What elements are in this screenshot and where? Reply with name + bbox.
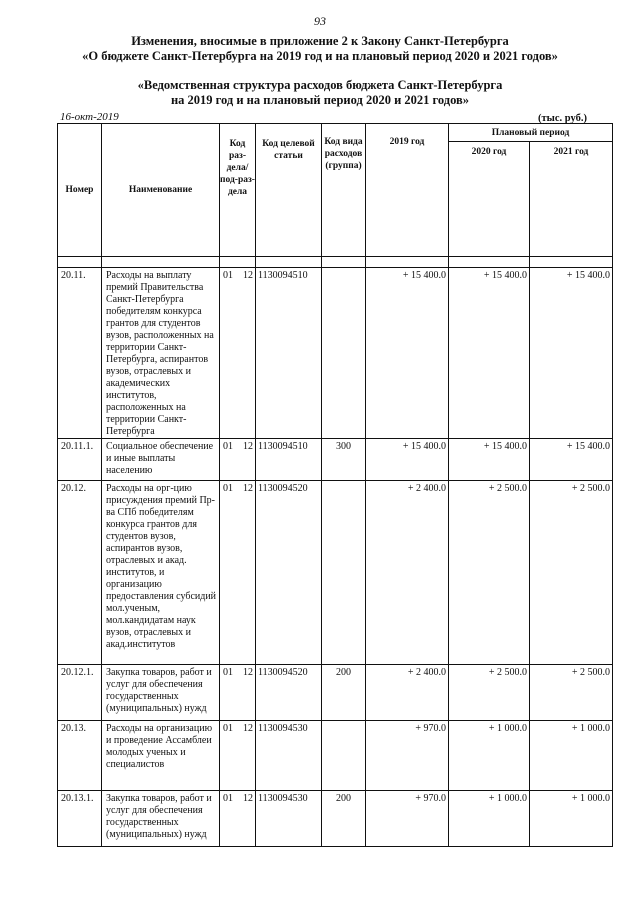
table-row: [58, 268, 613, 439]
row-expense-type: [322, 721, 366, 791]
table-row: [58, 481, 613, 665]
budget-table: [57, 123, 613, 847]
row-2019: + 970.0: [366, 791, 449, 847]
row-2019: + 15 400.0: [366, 268, 449, 439]
page-number: 93: [314, 14, 326, 28]
row-subsection: 12: [236, 791, 256, 847]
row-target: 1130094530: [256, 721, 322, 791]
row-number: 20.13.: [58, 721, 102, 791]
header-expense-type: Код вида расходов (группа): [322, 124, 366, 257]
row-subsection: 12: [236, 439, 256, 481]
header-target: Код целевой статьи: [256, 124, 322, 257]
row-2020: + 2 500.0: [449, 665, 530, 721]
row-expense-type: 200: [322, 791, 366, 847]
row-section: 01: [220, 791, 236, 847]
document-title-line-2: «О бюджете Санкт-Петербурга на 2019 год и на плановый период 2020 и 2021 годов»: [82, 49, 558, 63]
row-number: 20.12.1.: [58, 665, 102, 721]
table-row: [58, 665, 613, 721]
table-row: [58, 791, 613, 847]
row-name: Расходы на организацию и проведение Ассамблеи молодых ученых и специалистов: [102, 721, 220, 791]
row-subsection: 12: [236, 481, 256, 665]
document-date: 16-окт-2019: [60, 111, 119, 123]
header-number: Номер: [58, 124, 102, 257]
document-title-line-1: Изменения, вносимые в приложение 2 к Закону Санкт-Петербурга: [131, 34, 509, 48]
row-2020: + 2 500.0: [449, 481, 530, 665]
row-name: Закупка товаров, работ и услуг для обеспечения государственных (муниципальных) нужд: [102, 791, 220, 847]
row-2021: + 1 000.0: [530, 791, 613, 847]
row-expense-type: 300: [322, 439, 366, 481]
row-2021: + 2 500.0: [530, 481, 613, 665]
row-subsection: 12: [236, 268, 256, 439]
row-subsection: 12: [236, 665, 256, 721]
header-2021: 2021 год: [530, 142, 613, 257]
header-section: Код раз-дела/ под-раз-дела: [220, 124, 256, 257]
header-2019: 2019 год: [366, 124, 449, 257]
row-target: 1130094510: [256, 268, 322, 439]
row-target: 1130094520: [256, 665, 322, 721]
row-2021: + 1 000.0: [530, 721, 613, 791]
row-2020: + 15 400.0: [449, 268, 530, 439]
document-subtitle-line-2: на 2019 год и на плановый период 2020 и 2021 годов»: [170, 93, 470, 107]
row-2019: + 15 400.0: [366, 439, 449, 481]
table-row: [58, 439, 613, 481]
row-name: Расходы на орг-цию присуждения премий Пр-ва СПб победителям конкурса грантов для студентов вузов, аспирантов вузов, отраслевых и акад. институтов, и организацию предоставления субсидий мол.ученым, мол.кандидатам наук вузов, отраслевых и акад.институтов: [102, 481, 220, 665]
row-2021: + 15 400.0: [530, 268, 613, 439]
row-subsection: 12: [236, 721, 256, 791]
row-2019: + 970.0: [366, 721, 449, 791]
document-subtitle-line-1: «Ведомственная структура расходов бюджета Санкт-Петербурга: [137, 78, 503, 92]
row-name: Закупка товаров, работ и услуг для обеспечения государственных (муниципальных) нужд: [102, 665, 220, 721]
row-expense-type: [322, 268, 366, 439]
row-2020: + 1 000.0: [449, 791, 530, 847]
row-2020: + 15 400.0: [449, 439, 530, 481]
row-number: 20.11.: [58, 268, 102, 439]
row-number: 20.12.: [58, 481, 102, 665]
row-2021: + 15 400.0: [530, 439, 613, 481]
row-expense-type: 200: [322, 665, 366, 721]
units-label: (тыс. руб.): [538, 113, 587, 124]
spacer-row: [58, 257, 613, 268]
row-target: 1130094520: [256, 481, 322, 665]
row-name: Расходы на выплату премий Правительства Санкт-Петербурга победителям конкурса грантов для студентов вузов, расположенных на территории Санкт-Петербурга, аспирантов вузов, отраслевых и академических институтов, расположенных на территории Санкт-Петербурга: [102, 268, 220, 439]
header-planned-period: Плановый период: [449, 124, 613, 142]
row-2019: + 2 400.0: [366, 665, 449, 721]
row-section: 01: [220, 665, 236, 721]
row-number: 20.13.1.: [58, 791, 102, 847]
header-2020: 2020 год: [449, 142, 530, 257]
row-2019: + 2 400.0: [366, 481, 449, 665]
row-2020: + 1 000.0: [449, 721, 530, 791]
row-section: 01: [220, 481, 236, 665]
row-section: 01: [220, 721, 236, 791]
row-section: 01: [220, 439, 236, 481]
row-section: 01: [220, 268, 236, 439]
header-name: Наименование: [102, 124, 220, 257]
row-number: 20.11.1.: [58, 439, 102, 481]
row-expense-type: [322, 481, 366, 665]
row-name: Социальное обеспечение и иные выплаты населению: [102, 439, 220, 481]
table-row: [58, 721, 613, 791]
row-target: 1130094510: [256, 439, 322, 481]
row-target: 1130094530: [256, 791, 322, 847]
row-2021: + 2 500.0: [530, 665, 613, 721]
